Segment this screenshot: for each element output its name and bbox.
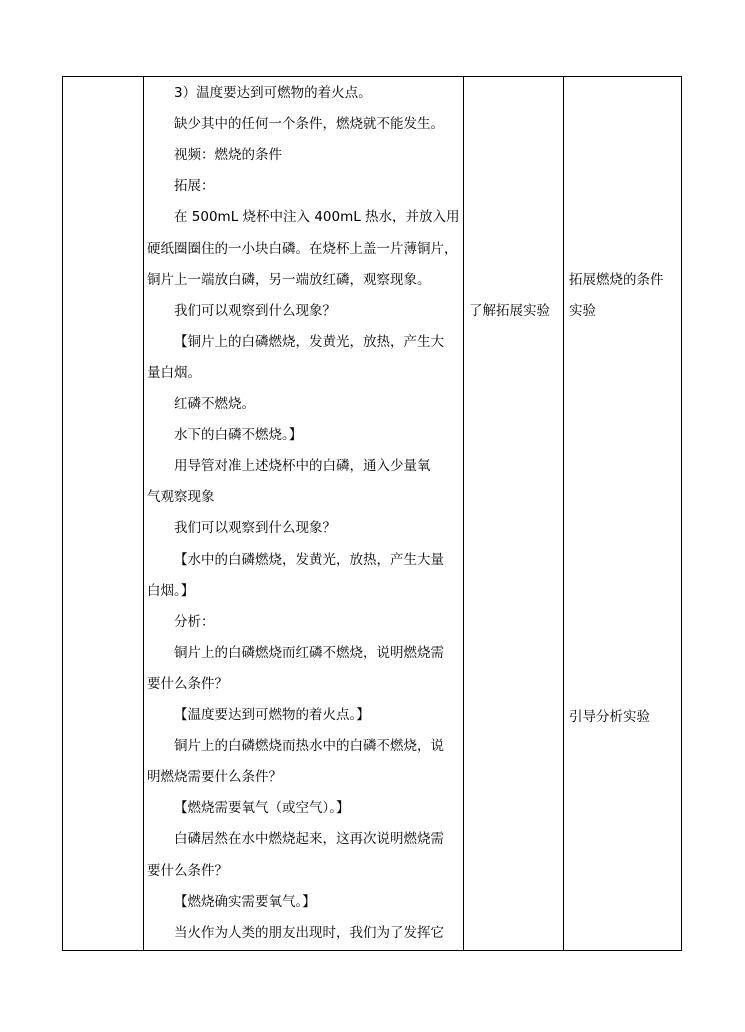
text-line: 铜片上的白磷燃烧而红磷不燃烧，说明燃烧需 (174, 644, 444, 661)
text-line: 【铜片上的白磷燃烧，发黄光，放热，产生大 (174, 333, 444, 350)
design-intent-cell: 引导分析实验 (569, 709, 650, 725)
text-line: 要什么条件？ (147, 862, 228, 879)
text-line: 【温度要达到可燃物的着火点。】 (174, 707, 370, 723)
text-line: 【水中的白磷燃烧，发黄光，放热，产生大量 (174, 551, 444, 568)
text-line: 我们可以观察到什么现象？ (174, 520, 336, 537)
text-line: 3）温度要达到可燃物的着火点。 (174, 85, 372, 101)
text-line: 【燃烧需要氧气（或空气）。】 (174, 800, 350, 817)
text-line: 白烟。】 (147, 582, 195, 599)
text-line: 铜片上的白磷燃烧而热水中的白磷不燃烧，说 (174, 738, 444, 755)
text-line: 明燃烧需要什么条件？ (147, 769, 282, 786)
text-line: 量白烟。 (147, 364, 201, 381)
text-line: 气观察现象 (147, 489, 215, 506)
design-intent-line: 实验 (569, 303, 596, 319)
text-line: 【燃烧确实需要氧气。】 (174, 893, 316, 910)
text-line: 白磷居然在水中燃烧起来，这再次说明燃烧需 (174, 831, 444, 848)
text-line: 缺少其中的任何一个条件，燃烧就不能发生。 (174, 116, 444, 133)
student-activity-cell: 了解拓展实验 (469, 303, 550, 319)
text-line: 要什么条件？ (147, 675, 228, 692)
column-divider (143, 77, 144, 950)
text-line: 视频：燃烧的条件 (174, 147, 282, 164)
text-line: 硬纸圈圈住的一小块白磷。在烧杯上盖一片薄铜片， (147, 240, 458, 257)
text-line: 用导管对准上述烧杯中的白磷，通入少量氧 (174, 458, 431, 475)
text-line: 红磷不燃烧。 (174, 396, 255, 412)
text-line: 铜片上一端放白磷，另一端放红磷，观察现象。 (147, 271, 431, 288)
column-divider (563, 77, 564, 950)
text-line: 在 500mL 烧杯中注入 400mL 热水，并放入用 (174, 209, 460, 226)
lesson-table (62, 76, 682, 951)
text-line: 当火作为人类的朋友出现时，我们为了发挥它 (174, 924, 444, 941)
text-line: 我们可以观察到什么现象？ (174, 302, 336, 319)
text-line: 分析： (174, 613, 215, 630)
text-line: 拓展： (174, 178, 215, 195)
design-intent-line: 拓展燃烧的条件 (569, 272, 664, 288)
text-line: 水下的白磷不燃烧。】 (174, 427, 303, 444)
